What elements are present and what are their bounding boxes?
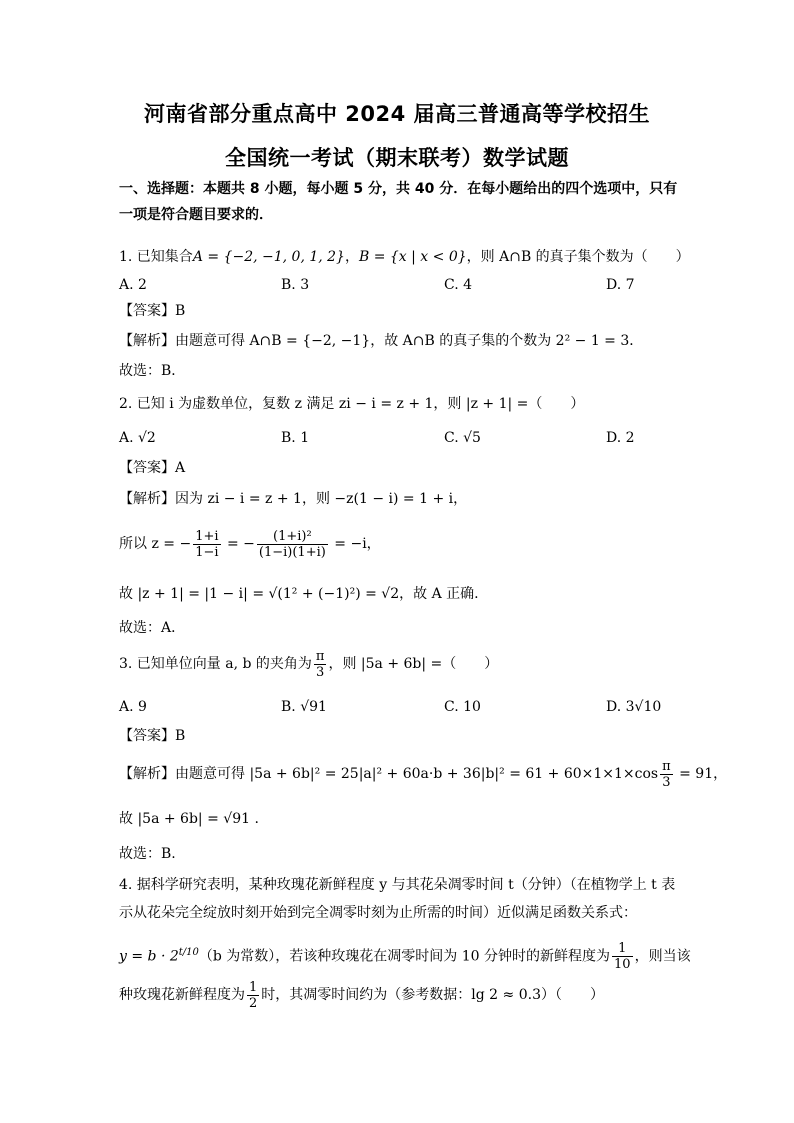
q2-fraction-1-den: 1−i	[195, 544, 219, 560]
q2-conclusion: 故选：A．	[119, 620, 186, 636]
q1-option-b: B. 3	[281, 277, 310, 293]
q2-answer: 【答案】A	[119, 460, 186, 476]
q1-set-a: A = {−2, −1, 0, 1, 2}	[192, 249, 345, 265]
q3-analysis-fraction	[660, 759, 673, 790]
q3-stem-fraction	[314, 649, 327, 680]
q4-line-4	[119, 978, 604, 1012]
q4-fraction-1-den: 10	[614, 957, 631, 973]
q4-line-3-tail: ，则当该	[634, 948, 691, 965]
title-line-2: 全国统一考试（期末联考）数学试题	[225, 146, 569, 170]
q2-analysis-2-mid: = −	[222, 536, 255, 552]
q3-stem-fraction-num: π	[315, 648, 325, 664]
q1-stem-tail: ，则 A∩B 的真子集个数为（ ）	[466, 249, 690, 265]
q2-analysis-3: 故 |z + 1| = |1 − i| = √(1² + (−1)²) = √2，故 A 正确.	[119, 586, 479, 602]
q4-line-3	[119, 936, 691, 974]
q4-line-4-tail: 时，其凋零时间约为（参考数据：lg 2 ≈ 0.3）（ ）	[261, 987, 604, 1003]
q3-stem-tail: ，则 |5a + 6b| =（ ）	[328, 656, 499, 672]
q3-answer: 【答案】B	[119, 728, 186, 744]
q2-option-a: A. √2	[119, 430, 156, 446]
q4-fraction-2	[247, 980, 259, 1011]
q2-analysis-1: 【解析】因为 zi − i = z + 1，则 −z(1 − i) = 1 + i，	[119, 491, 468, 507]
q2-option-c: C. √5	[444, 430, 481, 446]
q1-option-d: D. 7	[606, 277, 635, 293]
q2-analysis-2-tail: = −i，	[329, 536, 381, 552]
title-line-1: 河南省部分重点高中 2024 届高三普通高等学校招生	[143, 102, 651, 126]
q3-conclusion: 故选：B.	[119, 846, 176, 862]
q1-separator: ，	[344, 249, 359, 265]
q4-line-4-prefix: 种玫瑰花新鲜程度为	[119, 987, 245, 1003]
section-heading-line-1: 一、选择题：本题共 8 小题，每小题 5 分，共 40 分．在每小题给出的四个选项中，只有	[119, 181, 678, 197]
q1-option-c: C. 4	[444, 277, 473, 293]
q2-analysis-2	[119, 528, 381, 560]
q2-fraction-2	[257, 529, 328, 560]
q1-option-a: A. 2	[119, 277, 147, 293]
q2-stem: 2. 已知 i 为虚数单位，复数 z 满足 zi − i = z + 1，则 |z + 1| =（ ）	[119, 396, 585, 412]
q4-formula-exponent: t/10	[178, 947, 199, 958]
section-heading-line-2: 一项是符合题目要求的．	[119, 207, 273, 223]
q3-analysis-2: 故 |5a + 6b| = √91 .	[119, 811, 259, 827]
q1-set-b: B = {x | x < 0}	[358, 249, 467, 265]
q2-fraction-2-num: (1+i)²	[257, 529, 328, 545]
q4-fraction-2-num: 1	[249, 979, 258, 995]
q3-analysis-fraction-num: π	[662, 758, 671, 774]
q2-option-b: B. 1	[281, 430, 310, 446]
q3-option-b: B. √91	[281, 699, 327, 715]
q2-fraction-1	[193, 529, 220, 560]
q3-analysis-1	[119, 758, 727, 790]
q2-fraction-2-den: (1−i)(1+i)	[258, 544, 326, 560]
q2-option-d: D. 2	[606, 430, 635, 446]
q1-stem	[119, 248, 690, 266]
q3-stem	[119, 648, 498, 680]
q1-prefix: 1. 已知集合	[119, 249, 193, 265]
q3-analysis-1-prefix: 【解析】由题意可得 |5a + 6b|² = 25|a|² + 60a·b + 36|b|² = 61 + 60×1×1×cos	[119, 766, 659, 782]
q1-conclusion: 故选：B．	[119, 363, 186, 379]
q4-formula: y = b · 2	[119, 948, 179, 965]
q2-analysis-2-prefix: 所以 z = −	[119, 536, 192, 552]
q4-fraction-1-num: 1	[612, 941, 633, 957]
q3-option-c: C. 10	[444, 699, 481, 715]
q3-stem-fraction-den: 3	[316, 664, 325, 680]
q4-line-3-text: （b 为常数），若该种玫瑰花在凋零时间为 10 分钟时的新鲜程度为	[198, 948, 611, 965]
q3-stem-prefix: 3. 已知单位向量 a, b 的夹角为	[119, 656, 312, 672]
q4-line-1: 4. 据科学研究表明，某种玫瑰花新鲜程度 y 与其花朵凋零时间 t（分钟）（在植物学上 t 表	[119, 877, 676, 893]
q3-option-a: A. 9	[119, 699, 147, 715]
q1-analysis: 【解析】由题意可得 A∩B = {−2, −1}，故 A∩B 的真子集的个数为 2² − 1 = 3．	[119, 333, 644, 349]
q4-fraction-2-den: 2	[249, 995, 258, 1011]
q3-analysis-1-tail: = 91，	[674, 766, 728, 782]
q4-fraction-1	[612, 941, 633, 972]
q3-analysis-fraction-den: 3	[662, 774, 671, 790]
q3-option-d: D. 3√10	[606, 699, 662, 715]
q2-fraction-1-num: 1+i	[195, 528, 219, 544]
q1-answer: 【答案】B	[119, 303, 186, 319]
q4-line-2: 示从花朵完全绽放时刻开始到完全凋零时刻为止所需的时间）近似满足函数关系式：	[119, 905, 637, 921]
